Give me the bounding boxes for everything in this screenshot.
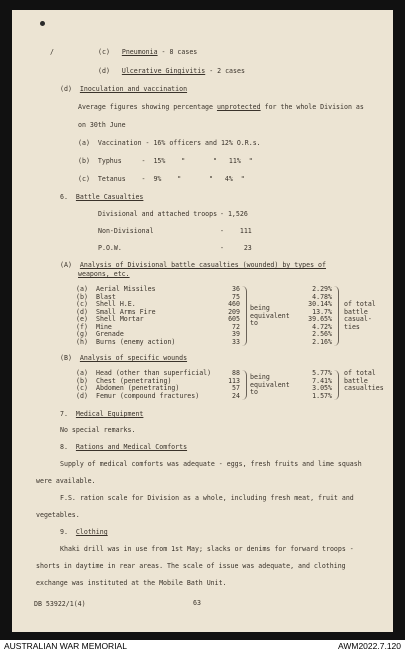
page-number: 63 (193, 599, 201, 607)
weapon-label: (a) (76, 285, 88, 293)
wound-name: Head (other than superficial) (96, 369, 212, 377)
bc-row-value: - 111 (220, 227, 252, 235)
wound-percent: 3.05% (312, 384, 332, 392)
weapon-percent: 2.56% (312, 330, 332, 338)
weapon-percent: 2.16% (312, 337, 332, 346)
wound-count: 24 (232, 391, 240, 400)
weapon-name: Shell H.E. (96, 300, 136, 308)
margin-mark: / (50, 48, 54, 56)
document-page (12, 10, 393, 632)
total-text: of total (344, 300, 376, 308)
brace (241, 286, 247, 346)
clothing-line: shorts in daytime in rear areas. The scale of issue was adequate, and clothing (36, 562, 346, 570)
weapon-label: (f) (76, 322, 88, 331)
average-line: Average figures showing percentage unprotected for the whole Division as (78, 103, 364, 111)
supply-line: Supply of medical comforts was adequate - eggs, fresh fruits and lime squash (60, 460, 362, 468)
analysis-heading: (A) Analysis of Divisional battle casualties (wounded) by types of (60, 261, 327, 269)
archive-reference: AWM2022.7.120 (338, 641, 401, 651)
wound-count: 113 (228, 376, 240, 385)
pneumonia-line: (c) Pneumonia - 8 cases (98, 48, 198, 56)
weapon-name: Blast (96, 292, 116, 301)
weapon-count: 605 (228, 315, 240, 323)
weapon-percent: 4.78% (312, 292, 332, 301)
brace (333, 286, 339, 346)
bc-row-label: P.O.W. (98, 244, 122, 252)
weapon-label: (e) (76, 315, 88, 323)
brace (333, 370, 339, 400)
weapon-label: (h) (76, 337, 88, 346)
equiv-text: to (250, 319, 258, 327)
no-remarks: No special remarks. (60, 426, 136, 434)
weapon-label: (c) (76, 300, 88, 308)
equiv-text: equivalent (250, 380, 290, 389)
average-date: on 30th June (78, 121, 126, 129)
weapon-percent: 39.65% (308, 315, 332, 323)
specific-wounds-heading: (B) Analysis of specific wounds (60, 354, 188, 362)
total-text: casualties (344, 384, 384, 392)
tetanus-row: (c) Tetanus - 9% " " 4% " (78, 175, 245, 183)
wound-count: 57 (232, 384, 240, 392)
weapon-label: (g) (76, 330, 88, 338)
weapon-label: (b) (76, 292, 88, 301)
total-text: battle (344, 307, 368, 316)
fs-ration-line: F.S. ration scale for Division as a whole, including fresh meat, fruit and (60, 494, 354, 502)
document-reference: DB 53922/1(4) (34, 600, 86, 608)
equiv-text: being (250, 373, 270, 381)
bc-row-value: - 23 (220, 244, 252, 252)
total-text: ties (344, 322, 360, 331)
analysis-heading-cont: weapons, etc. (78, 270, 130, 278)
ulcerative-line: (d) Ulcerative Gingivitis - 2 cases (98, 67, 245, 75)
supply-line: were available. (36, 477, 96, 485)
total-text: of total (344, 369, 376, 377)
inoculation-heading: (d) Inoculation and vaccination (60, 85, 188, 93)
weapon-count: 75 (232, 292, 240, 301)
punch-mark (40, 21, 45, 26)
typhus-row: (b) Typhus - 15% " " 11% " (78, 157, 253, 165)
wound-percent: 5.77% (312, 369, 332, 377)
wound-percent: 7.41% (312, 376, 332, 385)
weapon-percent: 30.14% (308, 300, 332, 308)
bc-row-label: Divisional and attached troops (98, 210, 218, 218)
wound-name: Femur (compound fractures) (96, 391, 200, 400)
wound-label: (c) (76, 384, 88, 392)
equiv-text: being (250, 304, 270, 312)
wound-count: 88 (232, 369, 240, 377)
wound-label: (a) (76, 369, 88, 377)
weapon-percent: 2.29% (312, 285, 332, 293)
fs-ration-line: vegetables. (36, 511, 80, 519)
vaccination-row: (a) Vaccination - 16% officers and 12% O.R.s. (78, 139, 261, 147)
clothing-heading: 9. Clothing (60, 528, 108, 536)
bc-row-label: Non-Divisional (98, 227, 154, 235)
weapon-count: 33 (232, 337, 240, 346)
rations-heading: 8. Rations and Medical Comforts (60, 443, 188, 451)
brace (241, 370, 247, 400)
clothing-line: exchange was instituted at the Mobile Bath Unit. (36, 579, 227, 587)
weapon-name: Mine (96, 322, 112, 331)
wound-label: (d) (76, 391, 88, 400)
equiv-text: to (250, 388, 258, 396)
weapon-name: Burns (enemy action) (96, 337, 176, 346)
weapon-percent: 13.7% (312, 307, 332, 316)
weapon-count: 36 (232, 285, 240, 293)
wound-percent: 1.57% (312, 391, 332, 400)
weapon-count: 209 (228, 307, 240, 316)
clothing-line: Khaki drill was in use from 1st May; slacks or denims for forward troops - (60, 545, 354, 553)
archive-name: AUSTRALIAN WAR MEMORIAL (4, 641, 127, 651)
total-text: casual- (344, 315, 372, 323)
archive-footer (0, 640, 405, 653)
weapon-count: 39 (232, 330, 240, 338)
weapon-label: (d) (76, 307, 88, 316)
wound-name: Chest (penetrating) (96, 376, 172, 385)
wound-name: Abdomen (penetrating) (96, 384, 180, 392)
bc-row-value: - 1,526 (220, 210, 248, 218)
weapon-name: Small Arms Fire (96, 307, 156, 316)
weapon-count: 460 (228, 300, 240, 308)
wound-label: (b) (76, 376, 88, 385)
total-text: battle (344, 376, 368, 385)
weapon-name: Shell Mortar (96, 315, 144, 323)
medical-equipment-heading: 7. Medical Equipment (60, 410, 144, 418)
equiv-text: equivalent (250, 311, 290, 320)
weapon-name: Grenade (96, 330, 124, 338)
battle-casualties-heading: 6. Battle Casualties (60, 193, 144, 201)
weapon-percent: 4.72% (312, 322, 332, 331)
weapon-count: 72 (232, 322, 240, 331)
weapon-name: Aerial Missiles (96, 285, 156, 293)
